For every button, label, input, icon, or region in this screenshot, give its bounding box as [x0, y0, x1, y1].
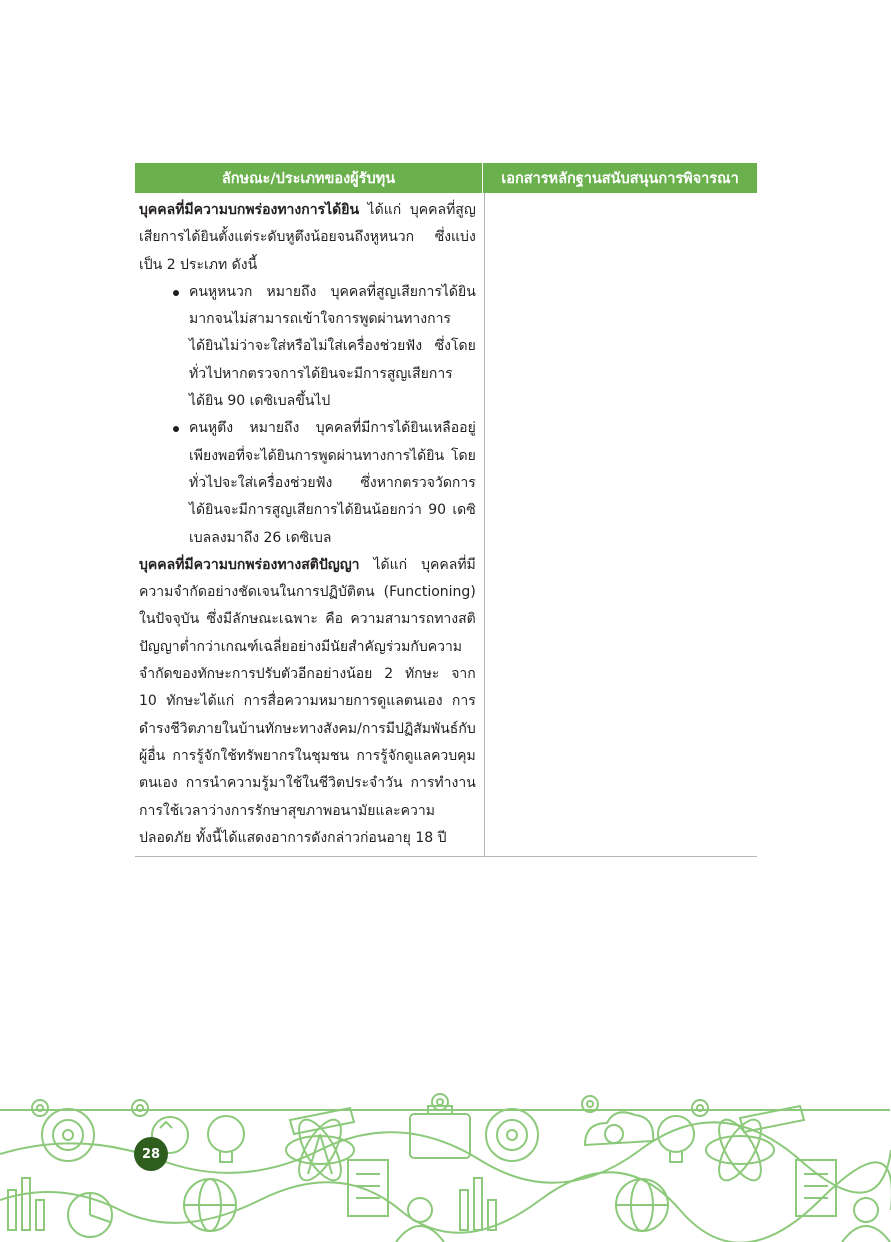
bullet-icon [173, 426, 179, 432]
list-item [139, 415, 476, 551]
globe-icon [616, 1179, 668, 1231]
intellectual-text: ได้แก่ บุคคลที่มีความจำกัดอย่างชัดเจนในการปฏิบัติตน (Functioning) ในปัจจุบัน ซึ่งมีลักษณะเฉพาะ คือ ความสามารถทางสติปัญญาต่ำกว่าเกณฑ์เฉลี่ยอย่างมีนัยสำคัญร่วมกับความจำกัดของทักษะการปรับตัวอีกอย่างน้อย 2 ทักษะ จาก 10 ทักษะได้แก่ การสื่อความหมายการดูแลตนเอง การดำรงชีวิตภายในบ้านทักษะทางสังคม/การมีปฏิสัมพันธ์กับผู้อื่น การรู้จักใช้ทรัพยากรในชุมชน การรู้จักดูแลควบคุมตนเอง การนำความรู้มาใช้ในชีวิตประจำวัน การทำงาน การใช้เวลาว่างการรักษาสุขภาพอนามัยและความปลอดภัย ทั้งนี้ได้แสดงอาการดังกล่าวก่อนอายุ 18 ปี [139, 556, 476, 846]
target-icon [486, 1109, 538, 1161]
hearing-intro: ได้แก่ บุคคลที่สูญเสียการได้ยินตั้งแต่ระดับหูตึงน้อยจนถึงหูหนวก ซึ่งแบ่งเป็น 2 ประเภท ดังนี้ [139, 202, 476, 273]
person-icon [396, 1198, 444, 1242]
target-icon [42, 1109, 94, 1161]
person-icon [842, 1198, 890, 1242]
bar-chart-icon [460, 1178, 496, 1230]
hearing-paragraph [139, 197, 476, 279]
bar-chart-icon [8, 1178, 44, 1230]
intellectual-title: บุคคลที่มีความบกพร่องทางสติปัญญา [139, 556, 360, 573]
table-header-row [135, 163, 757, 193]
table-body-row [135, 193, 757, 857]
bullet-deaf-text: คนหูหนวก หมายถึง บุคคลที่สูญเสียการได้ยินมากจนไม่สามารถเข้าใจการพูดผ่านทางการได้ยินไม่ว่าจะใส่หรือไม่ใส่เครื่องช่วยฟัง ซึ่งโดยทั่วไปหากตรวจการได้ยินจะมีการสูญเสียการได้ยิน 90 เดซิเบลขึ้นไป [189, 283, 476, 410]
bullet-hard-of-hearing-text: คนหูตึง หมายถึง บุคคลที่มีการได้ยินเหลืออยู่เพียงพอที่จะได้ยินการพูดผ่านทางการได้ยิน โดยทั่วไปจะใส่เครื่องช่วยฟัง ซึ่งหากตรวจวัดการได้ยินจะมีการสูญเสียการได้ยินน้อยกว่า 90 เดซิเบลลงมาถึง 26 เดซิเบล [189, 420, 476, 546]
list-item [139, 279, 476, 415]
hearing-title: บุคคลที่มีความบกพร่องทางการได้ยิน [139, 202, 360, 218]
recipient-type-cell [135, 193, 485, 856]
bullet-icon [173, 290, 179, 296]
document-icon [796, 1160, 836, 1216]
intellectual-paragraph [139, 552, 476, 852]
supporting-documents-cell [485, 193, 757, 856]
gear-icon [32, 1100, 48, 1116]
criteria-table [135, 163, 757, 857]
page-number-badge: 28 [134, 1137, 168, 1171]
hearing-bullet-list [139, 279, 476, 552]
column-header-recipient-type: ลักษณะ/ประเภทของผู้รับทุน [135, 163, 483, 193]
footer-icon-pattern [0, 1090, 891, 1242]
atom-icon [706, 1114, 774, 1187]
lightbulb-icon [658, 1116, 694, 1162]
column-header-supporting-documents: เอกสารหลักฐานสนับสนุนการพิจารณา [501, 170, 739, 187]
pie-chart-icon [68, 1193, 112, 1237]
cloud-sync-icon [585, 1112, 653, 1145]
lightbulb-icon [208, 1116, 244, 1162]
globe-icon [184, 1179, 236, 1231]
document-icon [348, 1160, 388, 1216]
